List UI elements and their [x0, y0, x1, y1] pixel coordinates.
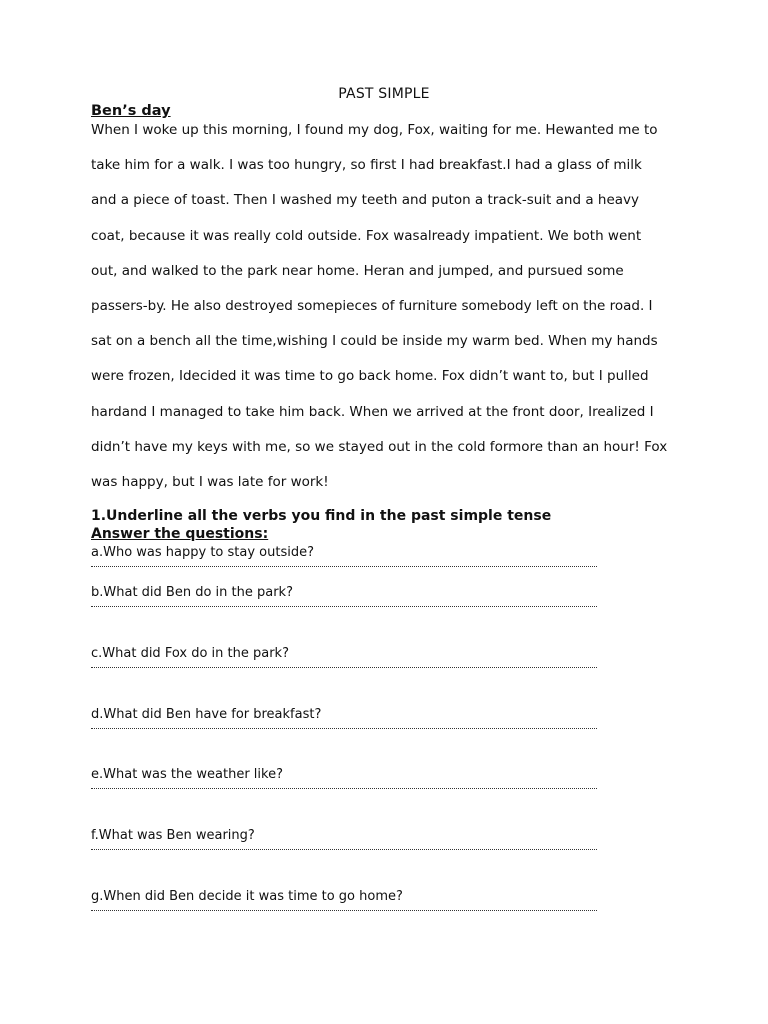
answer-line-a[interactable]: [91, 566, 597, 567]
answer-line-e[interactable]: [91, 788, 597, 789]
story-line: were frozen, Idecided it was time to go back home. Fox didn’t want to, but I pulled: [91, 368, 649, 385]
question-f: f.What was Ben wearing?: [91, 828, 255, 843]
story-line: hardand I managed to take him back. When we arrived at the front door, Irealized I: [91, 403, 654, 420]
answer-line-f[interactable]: [91, 849, 597, 850]
story-line: take him for a walk. I was too hungry, so first I had breakfast.I had a glass of milk: [91, 157, 642, 174]
answer-line-g[interactable]: [91, 910, 597, 911]
answer-heading: Answer the questions:: [91, 526, 269, 542]
story-line: When I woke up this morning, I found my dog, Fox, waiting for me. Hewanted me to: [91, 122, 658, 138]
story-heading: Ben’s day: [91, 103, 171, 119]
story-line: out, and walked to the park near home. Heran and jumped, and pursued some: [91, 262, 624, 279]
question-c: c.What did Fox do in the park?: [91, 646, 289, 661]
question-a: a.Who was happy to stay outside?: [91, 545, 314, 560]
story-line: passers-by. He also destroyed somepieces of furniture somebody left on the road. I: [91, 297, 653, 314]
answer-line-b[interactable]: [91, 606, 597, 607]
story-text: [91, 120, 691, 507]
question-d: d.What did Ben have for breakfast?: [91, 707, 322, 722]
story-line: and a piece of toast. Then I washed my teeth and puton a track-suit and a heavy: [91, 192, 640, 209]
question-e: e.What was the weather like?: [91, 767, 283, 782]
story-line: didn’t have my keys with me, so we stayed out in the cold formore than an hour! Fox: [91, 438, 668, 455]
story-line: was happy, but I was late for work!: [91, 473, 329, 490]
story-line: sat on a bench all the time,wishing I could be inside my warm bed. When my hands: [91, 333, 658, 350]
task-instruction: 1.Underline all the verbs you find in the past simple tense: [91, 508, 552, 524]
page-title: PAST SIMPLE: [338, 86, 430, 102]
answer-line-c[interactable]: [91, 667, 597, 668]
question-g: g.When did Ben decide it was time to go home?: [91, 889, 403, 904]
story-line: coat, because it was really cold outside. Fox wasalready impatient. We both went: [91, 227, 642, 244]
question-b: b.What did Ben do in the park?: [91, 585, 293, 600]
answer-line-d[interactable]: [91, 728, 597, 729]
